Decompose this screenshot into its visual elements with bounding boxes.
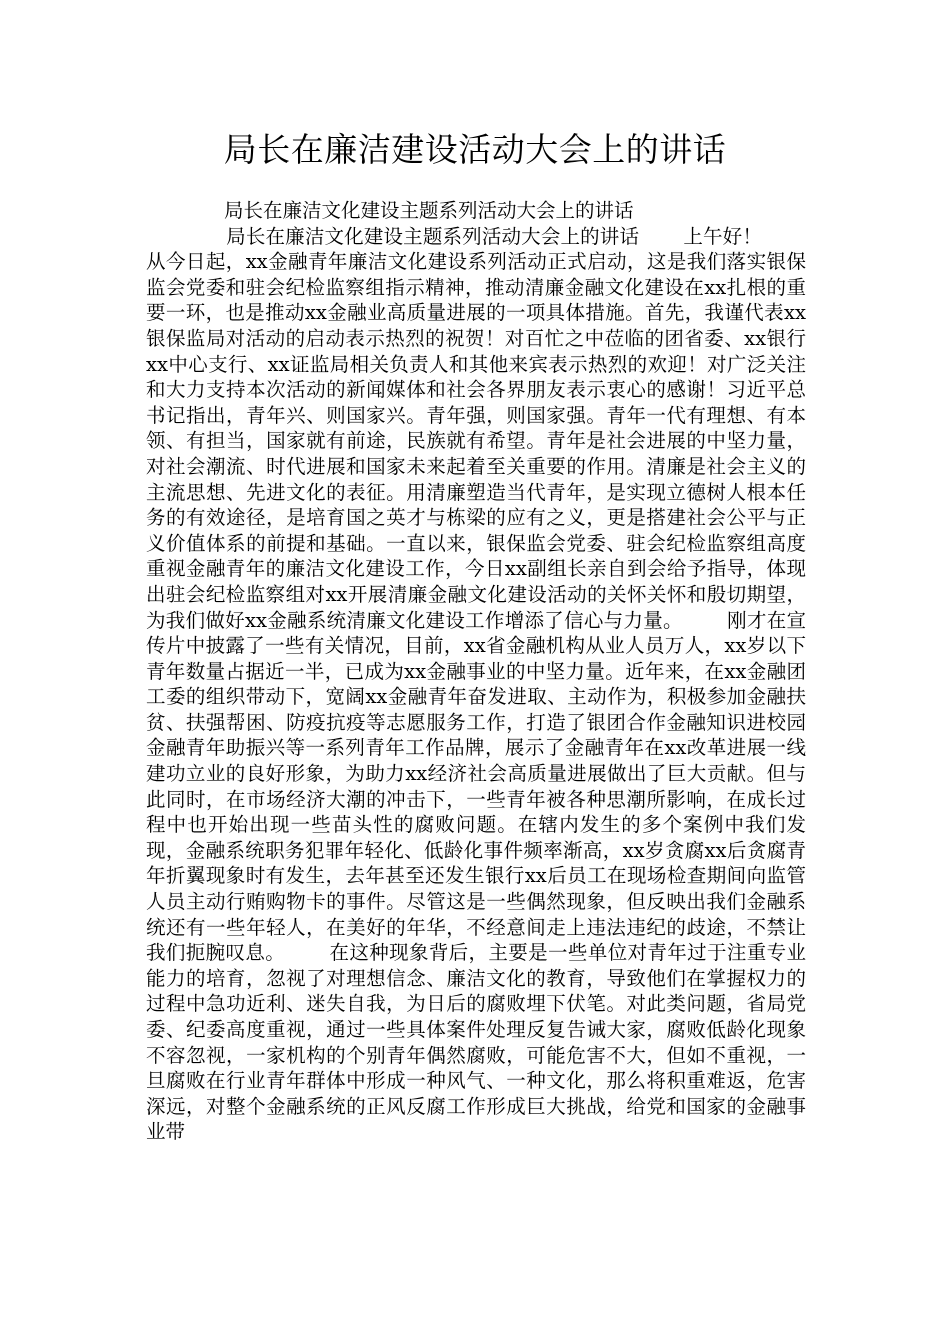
document-subtitle: 局长在廉洁文化建设主题系列活动大会上的讲话 — [224, 199, 634, 222]
document-title: 局长在廉洁建设活动大会上的讲话 — [223, 130, 727, 169]
paragraph-3: 在这种现象背后，主要是一些单位对青年过于注重专业能力的培育，忽视了对理想信念、廉洁文化的教育，导致他们在掌握权力的过程中急功近利、迷失自我，为日后的腐败埋下伏笔。对此类问题，省局党委、纪委高度重视，通过一些具体案件处理反复告诫大家，腐败低龄化现象不容忽视，一家机构的个别青年偶然腐败，可能危害不大，但如不重视，一旦腐败在行业青年群体中形成一种风气、一种文化，那么将积重难返，危害深远，对整个金融系统的正风反腐工作形成巨大挑战，给党和国家的金融事业带 — [146, 941, 806, 1144]
paragraph-1: 从今日起，xx金融青年廉洁文化建设系列活动正式启动，这是我们落实银保监会党委和驻会纪检监察组指示精神，推动清廉金融文化建设在xx扎根的重要一环，也是推动xx金融业高质量进展的一项具体措施。首先，我谨代表xx银保监局对活动的启动表示热烈的祝贺！对百忙之中莅临的团省委、xx银行xx中心支行、xx证监局相关负责人和其他来宾表示热烈的欢迎！对广泛关注和大力支持本次活动的新闻媒体和社会各界朋友表示衷心的感谢！习近平总书记指出，青年兴、则国家兴。青年强，则国家强。青年一代有理想、有本领、有担当，国家就有前途，民族就有希望。青年是社会进展的中坚力量，对社会潮流、时代进展和国家未来起着至关重要的作用。清廉是社会主义的主流思想、先进文化的表征。用清廉塑造当代青年，是实现立德树人根本任务的有效途径，是培育国之英才与栋梁的应有之义，更是搭建社会公平与正义价值体系的前提和基础。一直以来，银保监会党委、驻会纪检监察组高度重视金融青年的廉洁文化建设工作，今日xx副组长亲自到会给予指导，体现出驻会纪检监察组对xx开展清廉金融文化建设活动的关怀关怀和殷切期望，为我们做好xx金融系统清廉文化建设工作增添了信心与力量。 — [146, 250, 806, 632]
paragraph-2: 刚才在宣传片中披露了一些有关情况，目前，xx省金融机构从业人员万人，xx岁以下青年数量占据近一半，已成为xx金融事业的中坚力量。近年来，在xx金融团工委的组织带动下，宽阔xx金融青年奋发进取、主动作为，积极参加金融扶贫、扶强帮困、防疫抗疫等志愿服务工作，打造了银团合作金融知识进校园金融青年助振兴等一系列青年工作品牌，展示了金融青年在xx改革进展一线建功立业的良好形象，为助力xx经济社会高质量进展做出了巨大贡献。但与此同时，在市场经济大潮的冲击下，一些青年被各种思潮所影响，在成长过程中也开始出现一些苗头性的腐败问题。在辖内发生的多个案例中我们发现，金融系统职务犯罪年轻化、低龄化事件频率渐高，xx岁贪腐xx后贪腐青年折翼现象时有发生，去年甚至还发生银行xx后员工在现场检查期间向监管人员主动行贿购物卡的事件。尽管这是一些偶然现象，但反映出我们金融系统还有一些年轻人，在美好的年华，不经意间走上违法违纪的歧途，不禁让我们扼腕叹息。 — [146, 608, 806, 965]
greeting: 上午好！ — [683, 224, 762, 248]
document-subtitle-repeat: 局长在廉洁文化建设主题系列活动大会上的讲话 — [226, 224, 640, 248]
document-body — [146, 198, 806, 1145]
